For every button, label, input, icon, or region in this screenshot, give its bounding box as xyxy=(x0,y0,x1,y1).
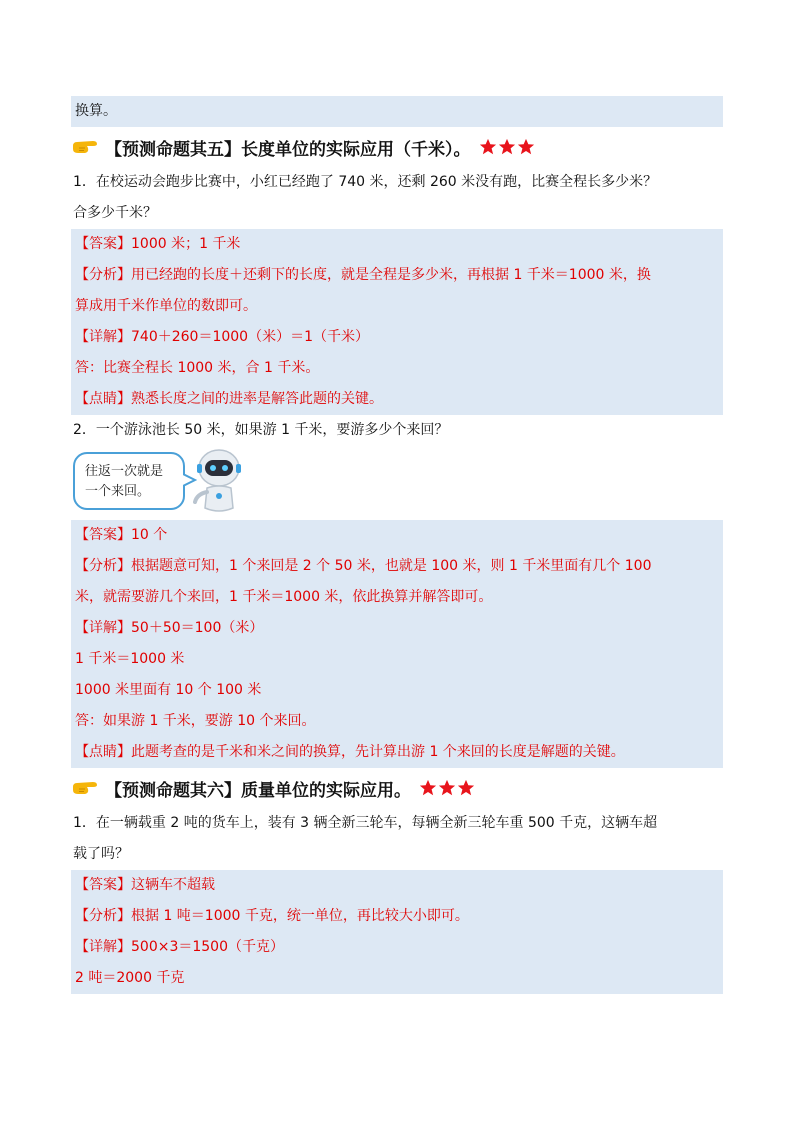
reply-5-2: 答：如果游 1 千米，要游 10 个来回。 xyxy=(75,713,316,729)
detail-5-2: 【详解】50＋50＝100（米） xyxy=(75,620,264,636)
reply-5-1: 答：比赛全程长 1000 米，合 1 千米。 xyxy=(75,360,320,376)
pointing-hand-icon xyxy=(71,778,99,798)
robot-icon xyxy=(193,446,245,516)
analysis-5-1-line1: 【分析】用已经跑的长度＋还剩下的长度，就是全程是多少米，再根据 1 千米＝1000 米，换 xyxy=(75,267,651,283)
answer-5-1: 【答案】1000 米；1 千米 xyxy=(75,236,241,252)
solution-5-2 xyxy=(71,520,723,768)
question-6-1-line2: 载了吗？ xyxy=(73,846,129,862)
section6-heading-text: 【预测命题其六】质量单位的实际应用。 xyxy=(105,780,411,801)
star-icon xyxy=(498,138,516,156)
bubble-line2: 一个来回。 xyxy=(85,484,151,499)
prev-solution-tail: 换算。 xyxy=(75,103,117,119)
solution-6-1 xyxy=(71,870,723,994)
comment-5-1: 【点睛】熟悉长度之间的进率是解答此题的关键。 xyxy=(75,391,383,407)
question-6-1 xyxy=(71,808,723,870)
star-icon xyxy=(419,779,437,797)
question-6-1-line1: 1．在一辆载重 2 吨的货车上，装有 3 辆全新三轮车，每辆全新三轮车重 500 千克，这辆车超 xyxy=(73,815,658,831)
answer-6-1: 【答案】这辆车不超载 xyxy=(75,877,215,893)
star-icon xyxy=(517,138,535,156)
comment-5-2: 【点睛】此题考查的是千米和米之间的换算，先计算出游 1 个来回的长度是解题的关键。 xyxy=(75,744,625,760)
detail-5-1: 【详解】740＋260＝1000（米）＝1（千米） xyxy=(75,329,369,345)
analysis-5-1-line2: 算成用千米作单位的数即可。 xyxy=(75,298,257,314)
star-icon xyxy=(438,779,456,797)
analysis-5-2-line2: 米，就需要游几个来回，1 千米＝1000 米，依此换算并解答即可。 xyxy=(75,589,493,605)
star-icon xyxy=(479,138,497,156)
detail-5-2-c: 1000 米里面有 10 个 100 米 xyxy=(75,682,262,698)
detail-6-1: 【详解】500×3＝1500（千克） xyxy=(75,939,284,955)
question-5-2: 2．一个游泳池长 50 米，如果游 1 千米，要游多少个来回？ xyxy=(73,422,449,438)
robot-illustration xyxy=(71,446,723,518)
star-icon xyxy=(457,779,475,797)
answer-5-2: 【答案】10 个 xyxy=(75,527,168,543)
section5-heading xyxy=(71,127,723,167)
prev-solution-box xyxy=(71,96,723,127)
analysis-5-1 xyxy=(75,260,719,291)
bubble-line1: 往返一次就是 xyxy=(85,464,164,479)
speech-bubble xyxy=(73,452,185,510)
detail-5-2-b: 1 千米＝1000 米 xyxy=(75,651,185,667)
question-5-1-line2: 合多少千米？ xyxy=(73,205,157,221)
section5-stars xyxy=(479,138,536,156)
question-5-1 xyxy=(71,167,723,229)
analysis-6-1: 【分析】根据 1 吨＝1000 千克，统一单位，再比较大小即可。 xyxy=(75,908,469,924)
solution-5-1 xyxy=(71,229,723,415)
section6-heading xyxy=(71,768,723,808)
question-5-1-line1: 1．在校运动会跑步比赛中，小红已经跑了 740 米，还剩 260 米没有跑，比赛全程长多少米？ xyxy=(73,174,658,190)
detail-6-1-b: 2 吨＝2000 千克 xyxy=(75,970,185,986)
section6-stars xyxy=(419,779,476,797)
section5-heading-text: 【预测命题其五】长度单位的实际应用（千米）。 xyxy=(105,139,471,160)
pointing-hand-icon xyxy=(71,137,99,157)
analysis-5-2-line1: 【分析】根据题意可知，1 个来回是 2 个 50 米，也就是 100 米，则 1 千米里面有几个 100 xyxy=(75,558,652,574)
document-page xyxy=(71,96,723,994)
